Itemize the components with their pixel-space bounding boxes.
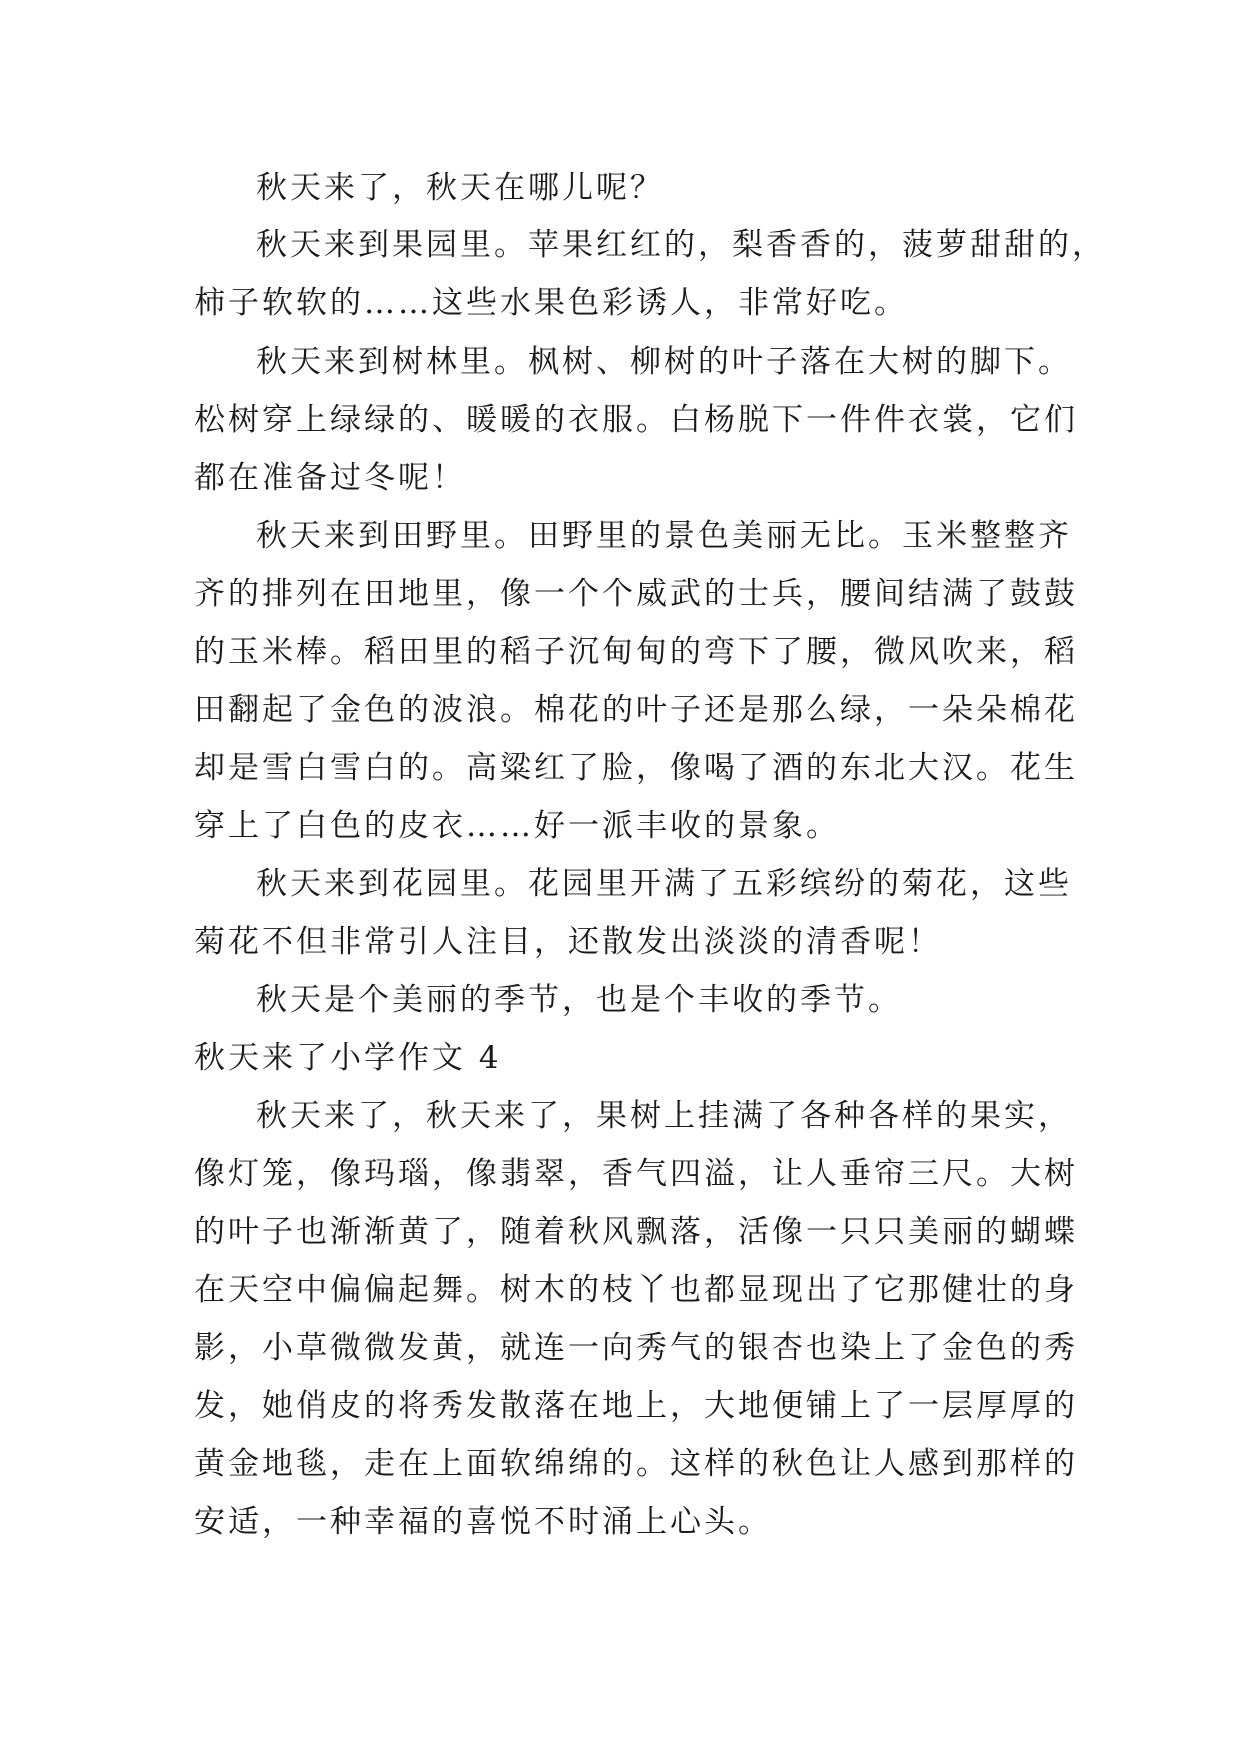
text-line: 秋天来到田野里。田野里的景色美丽无比。玉米整整齐 [256,518,1072,554]
text-line: 发，她俏皮的将秀发散落在地上，大地便铺上了一层厚厚的 [194,1388,1078,1424]
text-line: 却是雪白雪白的。高粱红了脸，像喝了酒的东北大汉。花生 [194,750,1078,786]
text-line: 秋天来了，秋天来了，果树上挂满了各种各样的果实， [256,1098,1072,1134]
text-line: 秋天来了，秋天在哪儿呢？ [256,170,664,206]
text-line: 田翻起了金色的波浪。棉花的叶子还是那么绿，一朵朵棉花 [194,692,1078,728]
text-line: 松树穿上绿绿的、暖暖的衣服。白杨脱下一件件衣裳，它们 [194,402,1078,438]
text-line: 的叶子也渐渐黄了，随着秋风飘落，活像一只只美丽的蝴蝶 [194,1214,1078,1250]
text-line: 秋天来到树林里。枫树、柳树的叶子落在大树的脚下。 [256,344,1072,380]
text-line: 菊花不但非常引人注目，还散发出淡淡的清香呢！ [194,924,942,960]
text-line: 在天空中偏偏起舞。树木的枝丫也都显现出了它那健壮的身 [194,1272,1078,1308]
text-line: 都在准备过冬呢！ [194,460,466,496]
text-line: 的玉米棒。稻田里的稻子沉甸甸的弯下了腰，微风吹来，稻 [194,634,1078,670]
text-line: 秋天来到花园里。花园里开满了五彩缤纷的菊花，这些 [256,866,1072,902]
text-line: 像灯笼，像玛瑙，像翡翠，香气四溢，让人垂帘三尺。大树 [194,1156,1078,1192]
text-line: 秋天来到果园里。苹果红红的，梨香香的，菠萝甜甜的， [256,227,1106,263]
text-line: 安适，一种幸福的喜悦不时涌上心头。 [194,1504,772,1540]
text-line: 柿子软软的……这些水果色彩诱人，非常好吃。 [194,285,908,321]
text-line: 秋天是个美丽的季节，也是个丰收的季节。 [256,982,902,1018]
text-line: 齐的排列在田地里，像一个个威武的士兵，腰间结满了鼓鼓 [194,576,1078,612]
text-line: 黄金地毯，走在上面软绵绵的。这样的秋色让人感到那样的 [194,1446,1078,1482]
section-heading: 秋天来了小学作文 4 [194,1040,502,1076]
text-line: 影，小草微微发黄，就连一向秀气的银杏也染上了金色的秀 [194,1330,1078,1366]
text-line: 穿上了白色的皮衣……好一派丰收的景象。 [194,808,840,844]
